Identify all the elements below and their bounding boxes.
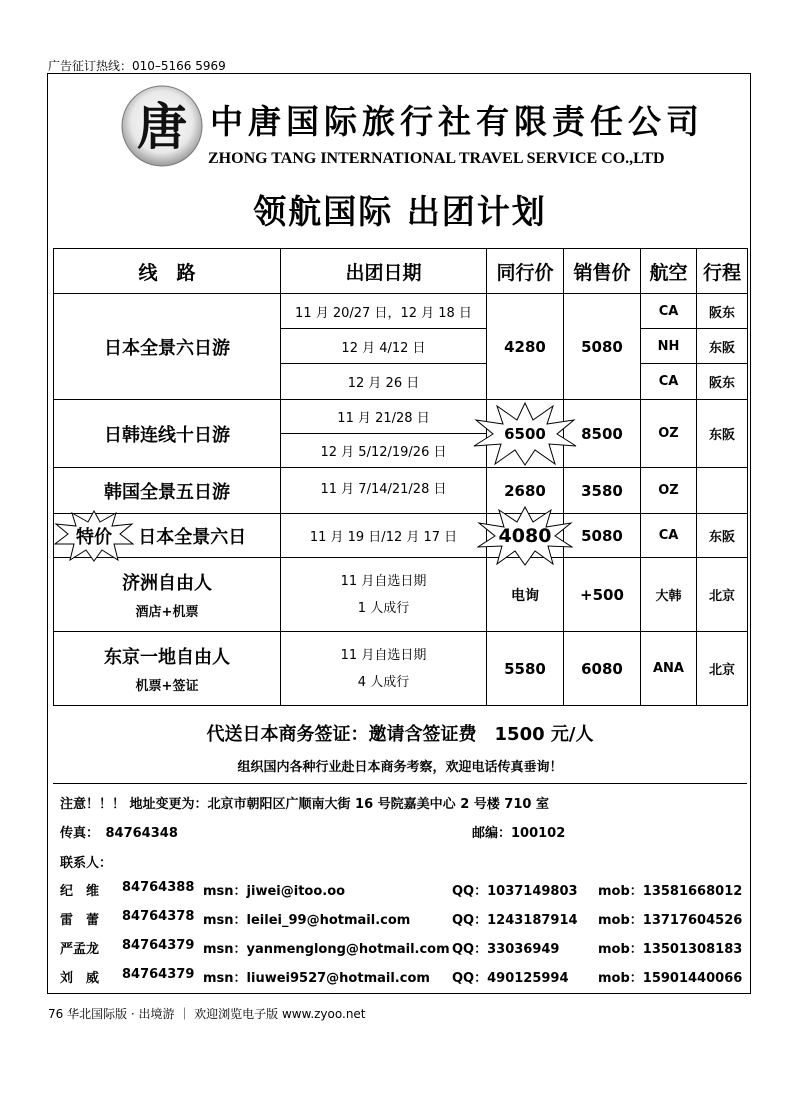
itinerary: 阪东	[697, 364, 748, 400]
contacts-label: 联系人：	[60, 856, 113, 871]
page-footer: 76 华北国际版 · 出境游 ｜ 欢迎浏览电子版 www.zyoo.net	[48, 1007, 366, 1021]
page-headline: 领航国际 出团计划	[253, 192, 547, 231]
departure-date: 12 月 26 日	[281, 364, 487, 400]
tour-schedule-table	[53, 248, 748, 706]
contact-msn: msn：liuwei9527@hotmail.com	[203, 971, 430, 986]
airline: CA	[641, 364, 697, 400]
date-line: 1 人成行	[357, 600, 410, 616]
departure-date: 11 月 7/14/21/28 日	[281, 468, 487, 514]
date-line: 4 人成行	[357, 674, 410, 690]
sale-price: 8500	[564, 400, 641, 468]
date-line: 11 月自选日期	[340, 573, 427, 589]
company-name-en: ZHONG TANG INTERNATIONAL TRAVEL SERVICE CO.,LTD	[208, 150, 665, 167]
contact-name: 严孟龙	[60, 942, 100, 957]
peer-price-value: 4080	[498, 524, 552, 547]
departure-date: 12 月 5/12/19/26 日	[281, 434, 487, 468]
table-row	[54, 400, 748, 434]
itinerary: 东阪	[697, 400, 748, 468]
contact-qq: QQ：490125994	[452, 971, 569, 986]
header-itinerary: 行程	[697, 249, 748, 294]
route-name: 日韩连线十日游	[54, 400, 281, 468]
table-row	[54, 558, 748, 632]
contact-mobile: mob：15901440066	[598, 971, 743, 986]
peer-price: 电询	[487, 558, 564, 632]
contact-mobile: mob：13501308183	[598, 942, 743, 957]
departure-date: 12 月 4/12 日	[281, 329, 487, 364]
header-airline: 航空	[641, 249, 697, 294]
peer-price	[487, 514, 564, 558]
header-date: 出团日期	[281, 249, 487, 294]
itinerary: 东阪	[697, 514, 748, 558]
route-name: 韩国全景五日游	[54, 468, 281, 514]
header-peer-price: 同行价	[487, 249, 564, 294]
contact-mobile: mob：13581668012	[598, 884, 743, 899]
section-divider	[53, 783, 747, 784]
airline: NH	[641, 329, 697, 364]
itinerary: 东阪	[697, 329, 748, 364]
date-line: 11 月自选日期	[340, 647, 427, 663]
fax-number: 传真： 84764348	[60, 826, 178, 841]
itinerary	[697, 468, 748, 514]
business-visa-subtitle: 组织国内各种行业赴日本商务考察，欢迎电话传真垂询！	[237, 760, 563, 775]
sale-price: 5080	[564, 514, 641, 558]
contact-tel: 84764388	[122, 880, 195, 895]
table-header-row	[54, 249, 748, 294]
table-row	[54, 468, 748, 514]
airline: OZ	[641, 468, 697, 514]
contact-msn: msn：jiwei@itoo.oo	[203, 884, 346, 899]
departure-date: 11 月 20/27 日，12 月 18 日	[281, 294, 487, 329]
departure-date: 11 月 21/28 日	[281, 400, 487, 434]
route-subtitle: 机票+签证	[135, 679, 199, 694]
contact-name: 刘 威	[60, 971, 100, 986]
contact-tel: 84764379	[122, 967, 195, 982]
header-sale-price: 销售价	[564, 249, 641, 294]
contact-qq: QQ：1037149803	[452, 884, 578, 899]
airline: CA	[641, 514, 697, 558]
route-subtitle: 酒店+机票	[135, 605, 199, 620]
postcode: 邮编：100102	[472, 826, 566, 841]
airline: CA	[641, 294, 697, 329]
itinerary: 阪东	[697, 294, 748, 329]
route-name-cell	[54, 514, 281, 558]
route-name: 日本全景六日游	[54, 294, 281, 400]
special-tag: 特价	[76, 526, 112, 548]
route-title: 济洲自由人	[122, 573, 212, 594]
business-visa-title: 代送日本商务签证：邀请含签证费 1500 元/人	[206, 724, 594, 745]
route-title: 东京一地自由人	[104, 647, 230, 668]
company-name-cn: 中唐国际旅行社有限责任公司	[210, 102, 704, 141]
airline: 大韩	[641, 558, 697, 632]
contact-msn: msn：leilei_99@hotmail.com	[203, 913, 411, 928]
peer-price: 2680	[487, 468, 564, 514]
contact-qq: QQ：1243187914	[452, 913, 578, 928]
itinerary: 北京	[697, 558, 748, 632]
sale-price: 6080	[564, 632, 641, 706]
sale-price: +500	[564, 558, 641, 632]
departure-date: 11 月 19 日/12 月 17 日	[281, 514, 487, 558]
contact-mobile: mob：13717604526	[598, 913, 743, 928]
peer-price	[487, 400, 564, 468]
itinerary: 北京	[697, 632, 748, 706]
departure-date	[281, 632, 487, 706]
table-row	[54, 632, 748, 706]
svg-text:唐: 唐	[137, 97, 187, 156]
route-name: 日本全景六日	[138, 526, 247, 548]
ad-hotline: 广告征订热线：010–5166 5969	[48, 59, 226, 73]
sale-price: 3580	[564, 468, 641, 514]
peer-price: 4280	[487, 294, 564, 400]
contact-tel: 84764378	[122, 909, 195, 924]
contact-name: 雷 蕾	[60, 913, 100, 928]
peer-price-value: 6500	[504, 424, 546, 443]
contact-qq: QQ：33036949	[452, 942, 560, 957]
contact-tel: 84764379	[122, 938, 195, 953]
departure-date	[281, 558, 487, 632]
airline: OZ	[641, 400, 697, 468]
route-name	[54, 632, 281, 706]
contact-msn: msn：yanmenglong@hotmail.com	[203, 942, 450, 957]
sale-price: 5080	[564, 294, 641, 400]
table-row	[54, 294, 748, 329]
header-route: 线 路	[54, 249, 281, 294]
contact-name: 纪 维	[60, 884, 100, 899]
route-name	[54, 558, 281, 632]
company-logo-icon	[120, 84, 204, 168]
table-row	[54, 514, 748, 558]
peer-price: 5580	[487, 632, 564, 706]
address-notice: 注意！！！ 地址变更为：北京市朝阳区广顺南大街 16 号院嘉美中心 2 号楼 710 室	[60, 797, 549, 812]
airline: ANA	[641, 632, 697, 706]
